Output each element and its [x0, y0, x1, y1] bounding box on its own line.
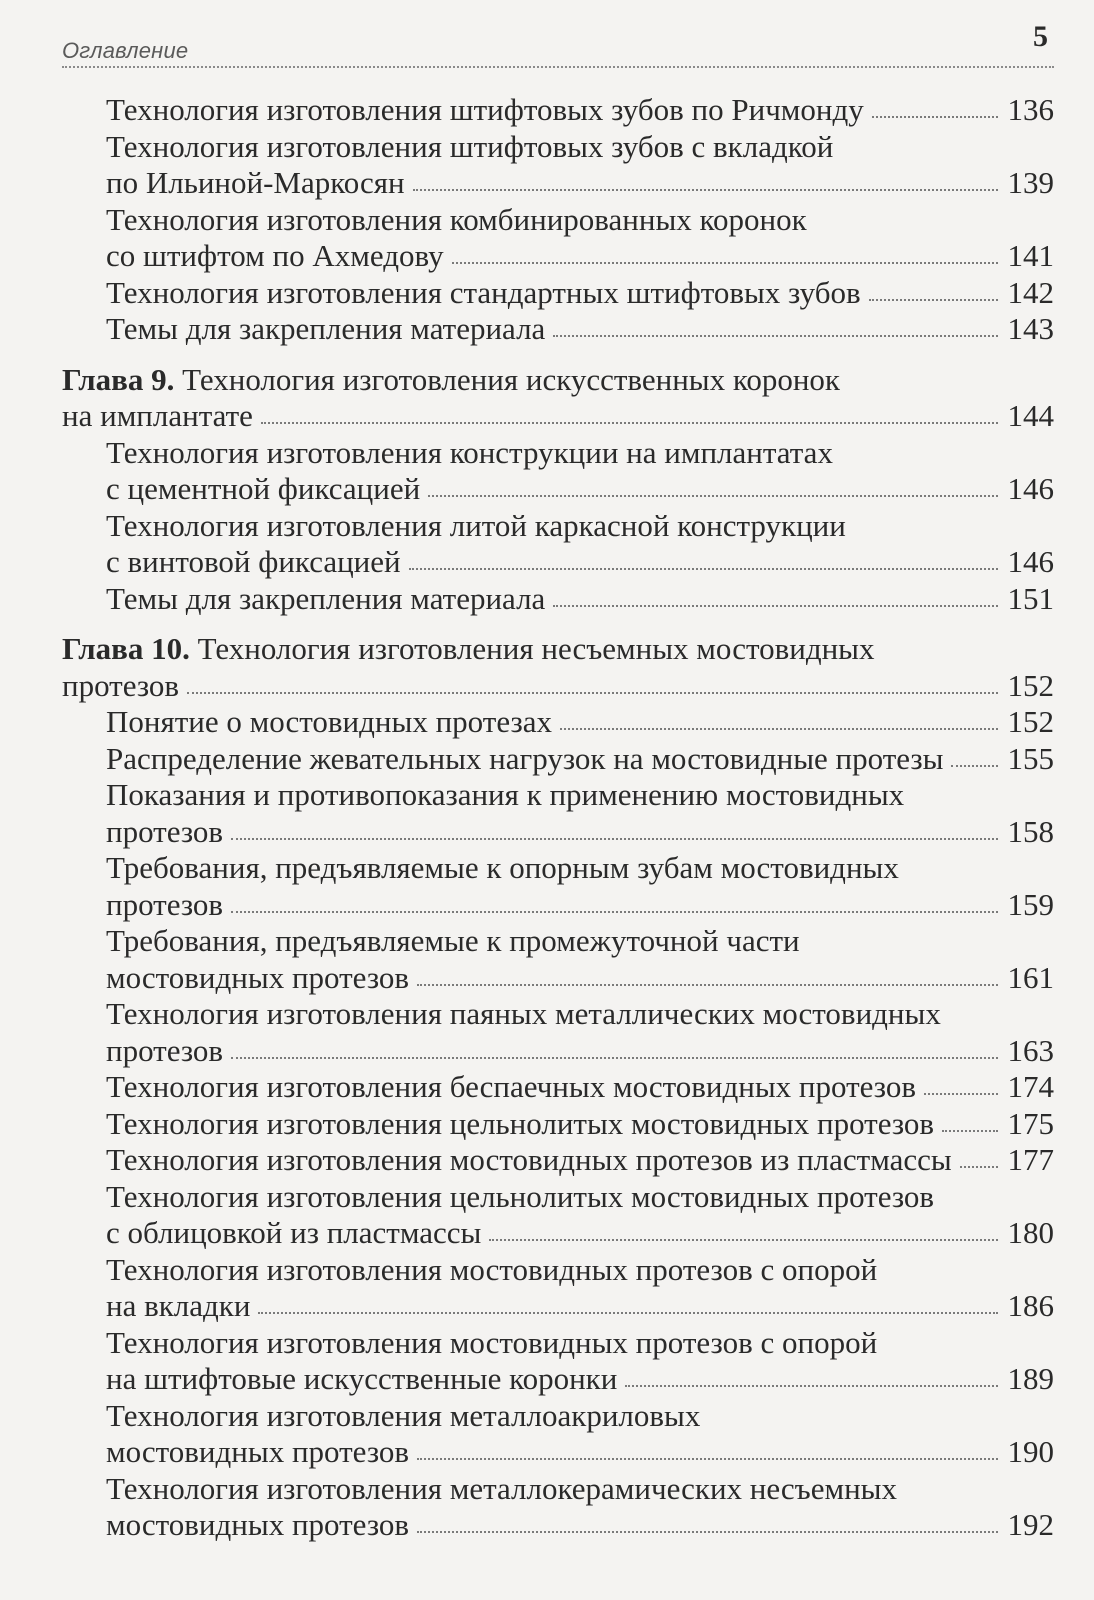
- toc-page-number: 175: [1007, 1105, 1054, 1141]
- toc-entry-line: [106, 129, 1054, 166]
- toc-entry-text: Понятие о мостовидных протезах: [106, 704, 552, 739]
- toc-entry-line: [62, 398, 1054, 435]
- toc-page-number: 192: [1007, 1507, 1054, 1542]
- toc-section-entry: [62, 1142, 1054, 1179]
- page-number: 5: [1033, 20, 1048, 53]
- toc-entry-line: [106, 435, 1054, 472]
- toc-page-number: 163: [1007, 1032, 1054, 1068]
- toc-page-number: 146: [1007, 471, 1054, 506]
- toc-page-number: 143: [1007, 311, 1054, 346]
- dot-leader: [417, 984, 998, 986]
- toc-page-number: 144: [1007, 398, 1054, 433]
- toc-entry-line: [106, 1215, 1054, 1252]
- toc-entry-line: [106, 850, 1054, 887]
- toc-section-entry: [62, 1325, 1054, 1398]
- toc-section-entry: [62, 777, 1054, 850]
- toc-entry-line: [106, 777, 1054, 814]
- toc-entry-line: [106, 1471, 1054, 1508]
- chapter-title: Технология изготовления несъемных мостовидных: [197, 631, 875, 666]
- toc-section-entry: [62, 275, 1054, 312]
- toc-entry-text: Распределение жевательных нагрузок на мостовидные протезы: [106, 740, 944, 776]
- toc-entry-line: [106, 238, 1054, 275]
- toc-entry-text: Показания и противопоказания к применению мостовидных: [106, 777, 905, 812]
- toc-entry-line: [106, 1106, 1054, 1143]
- toc-entry-text: Требования, предъявляемые к промежуточной части: [106, 923, 800, 958]
- toc-section-entry: [62, 581, 1054, 618]
- table-of-contents: [62, 92, 1054, 1544]
- toc-entry-text: Технология изготовления мостовидных протезов с опорой: [106, 1324, 878, 1360]
- toc-chapter-entry: [62, 362, 1054, 435]
- toc-entry-text: [62, 362, 840, 397]
- toc-page-number: 189: [1007, 1361, 1054, 1396]
- chapter-label: Глава 9.: [62, 361, 175, 397]
- header-divider: [62, 66, 1054, 68]
- toc-entry-text: Технология изготовления мостовидных протезов с опорой: [106, 1251, 878, 1287]
- toc-section-entry: [62, 1471, 1054, 1544]
- toc-entry-line: [106, 311, 1054, 348]
- toc-section-entry: [62, 129, 1054, 202]
- toc-page-number: 177: [1007, 1142, 1054, 1177]
- toc-entry-text: на штифтовые искусственные коронки: [106, 1361, 618, 1396]
- toc-section-entry: [62, 1252, 1054, 1325]
- dot-leader: [231, 911, 998, 913]
- toc-entry-line: [106, 1033, 1054, 1070]
- toc-entry-text: Темы для закрепления материала: [106, 580, 546, 616]
- toc-entry-line: [106, 1179, 1054, 1216]
- dot-leader: [409, 568, 998, 570]
- dot-leader: [872, 116, 998, 118]
- toc-entry-line: [106, 1069, 1054, 1106]
- toc-entry-text: Технология изготовления цельнолитых мостовидных протезов: [106, 1178, 935, 1214]
- dot-leader: [417, 1531, 998, 1533]
- dot-leader: [452, 262, 998, 264]
- toc-entry-text: на вкладки: [106, 1288, 251, 1323]
- toc-page-number: 136: [1007, 92, 1054, 127]
- toc-entry-text: протезов: [106, 886, 224, 922]
- toc-entry-text: [62, 631, 875, 666]
- toc-entry-text: Технология изготовления цельнолитых мостовидных протезов: [106, 1105, 935, 1141]
- toc-section-entry: [62, 850, 1054, 923]
- toc-entry-text: Технология изготовления паяных металлических мостовидных: [106, 996, 941, 1031]
- toc-entry-text: мостовидных протезов: [106, 959, 410, 995]
- toc-section-entry: [62, 92, 1054, 129]
- toc-entry-line: [106, 508, 1054, 545]
- dot-leader: [553, 335, 998, 337]
- toc-entry-line: [106, 1398, 1054, 1435]
- toc-page-number: 139: [1007, 165, 1054, 200]
- toc-entry-line: [62, 362, 1054, 399]
- toc-section-entry: [62, 435, 1054, 508]
- toc-entry-text: Темы для закрепления материала: [106, 311, 546, 346]
- toc-entry-text: Технология изготовления конструкции на имплантатах: [106, 434, 833, 470]
- toc-entry-line: [106, 704, 1054, 741]
- toc-entry-text: мостовидных протезов: [106, 1507, 410, 1542]
- dot-leader: [231, 838, 998, 840]
- toc-entry-text: по Ильиной-Маркосян: [106, 165, 405, 200]
- toc-entry-line: [106, 1142, 1054, 1179]
- toc-page-number: 159: [1007, 886, 1054, 922]
- toc-page-number: 155: [1007, 740, 1054, 776]
- toc-entry-line: [106, 202, 1054, 239]
- toc-page-number: 152: [1007, 667, 1054, 703]
- toc-entry-text: Технология изготовления штифтовых зубов с вкладкой: [106, 128, 834, 164]
- dot-leader: [553, 605, 998, 607]
- toc-page-number: 161: [1007, 959, 1054, 995]
- toc-page-number: 141: [1007, 238, 1054, 273]
- toc-entry-text: протезов: [106, 1032, 224, 1068]
- toc-page-number: 158: [1007, 813, 1054, 849]
- toc-section-entry: [62, 704, 1054, 741]
- toc-entry-text: с винтовой фиксацией: [106, 544, 401, 579]
- toc-entry-line: [62, 631, 1054, 668]
- toc-entry-text: на имплантате: [62, 398, 253, 433]
- toc-entry-line: [106, 1252, 1054, 1289]
- toc-section-entry: [62, 741, 1054, 778]
- toc-chapter-entry: [62, 631, 1054, 704]
- toc-page-number: 142: [1007, 274, 1054, 310]
- toc-entry-line: [106, 887, 1054, 924]
- toc-entry-text: Требования, предъявляемые к опорным зубам мостовидных: [106, 850, 899, 885]
- toc-entry-line: [106, 960, 1054, 997]
- toc-section-entry: [62, 508, 1054, 581]
- toc-entry-text: с цементной фиксацией: [106, 471, 421, 506]
- toc-entry-line: [106, 1288, 1054, 1325]
- toc-section-entry: [62, 311, 1054, 348]
- toc-entry-line: [106, 923, 1054, 960]
- dot-leader: [625, 1385, 998, 1387]
- toc-section-entry: [62, 202, 1054, 275]
- toc-page-number: 180: [1007, 1215, 1054, 1250]
- toc-entry-text: Технология изготовления комбинированных коронок: [106, 201, 807, 237]
- dot-leader: [560, 728, 998, 730]
- dot-leader: [231, 1057, 998, 1059]
- dot-leader: [942, 1130, 998, 1132]
- toc-section-entry: [62, 1106, 1054, 1143]
- dot-leader: [258, 1312, 998, 1314]
- toc-section-entry: [62, 923, 1054, 996]
- dot-leader: [261, 422, 998, 424]
- toc-entry-text: Технология изготовления беспаечных мостовидных протезов: [106, 1069, 916, 1104]
- toc-entry-text: Технология изготовления металлокерамических несъемных: [106, 1470, 897, 1506]
- toc-entry-line: [106, 1325, 1054, 1362]
- toc-section-entry: [62, 1069, 1054, 1106]
- toc-entry-text: Технология изготовления литой каркасной конструкции: [106, 507, 846, 543]
- page-header: [62, 18, 1054, 64]
- toc-page-number: 190: [1007, 1434, 1054, 1469]
- toc-entry-text: Технология изготовления стандартных штифтовых зубов: [106, 274, 861, 310]
- toc-page-number: 151: [1007, 580, 1054, 616]
- toc-entry-text: со штифтом по Ахмедову: [106, 238, 444, 273]
- toc-entry-line: [106, 814, 1054, 851]
- toc-entry-text: мостовидных протезов: [106, 1434, 410, 1469]
- dot-leader: [869, 299, 998, 301]
- toc-entry-line: [106, 275, 1054, 312]
- toc-section-entry: [62, 996, 1054, 1069]
- toc-entry-text: Технология изготовления штифтовых зубов по Ричмонду: [106, 92, 864, 127]
- running-header-title: Оглавление: [62, 38, 189, 63]
- toc-entry-line: [106, 165, 1054, 202]
- toc-entry-line: [106, 92, 1054, 129]
- toc-entry-line: [106, 544, 1054, 581]
- toc-entry-line: [106, 1434, 1054, 1471]
- toc-entry-text: протезов: [106, 813, 224, 849]
- toc-entry-line: [106, 471, 1054, 508]
- dot-leader: [417, 1458, 998, 1460]
- dot-leader: [413, 189, 998, 191]
- toc-section-entry: [62, 1179, 1054, 1252]
- toc-entry-line: [106, 1361, 1054, 1398]
- toc-entry-line: [62, 668, 1054, 705]
- toc-entry-text: Технология изготовления металлоакриловых: [106, 1397, 701, 1433]
- dot-leader: [960, 1166, 998, 1168]
- dot-leader: [187, 692, 998, 694]
- dot-leader: [428, 495, 998, 497]
- toc-entry-line: [106, 1507, 1054, 1544]
- toc-page-number: 186: [1007, 1288, 1054, 1323]
- toc-entry-text: Технология изготовления мостовидных протезов из пластмассы: [106, 1142, 952, 1177]
- toc-entry-line: [106, 581, 1054, 618]
- toc-entry-text: протезов: [62, 667, 180, 703]
- dot-leader: [489, 1239, 998, 1241]
- toc-page-number: 174: [1007, 1069, 1054, 1104]
- dot-leader: [924, 1093, 998, 1095]
- toc-entry-text: с облицовкой из пластмассы: [106, 1215, 482, 1250]
- toc-page-number: 146: [1007, 544, 1054, 579]
- toc-entry-line: [106, 996, 1054, 1033]
- chapter-label: Глава 10.: [62, 631, 190, 666]
- chapter-title: Технология изготовления искусственных коронок: [182, 361, 840, 397]
- toc-page-number: 152: [1007, 704, 1054, 739]
- toc-section-entry: [62, 1398, 1054, 1471]
- dot-leader: [951, 765, 998, 767]
- toc-entry-line: [106, 741, 1054, 778]
